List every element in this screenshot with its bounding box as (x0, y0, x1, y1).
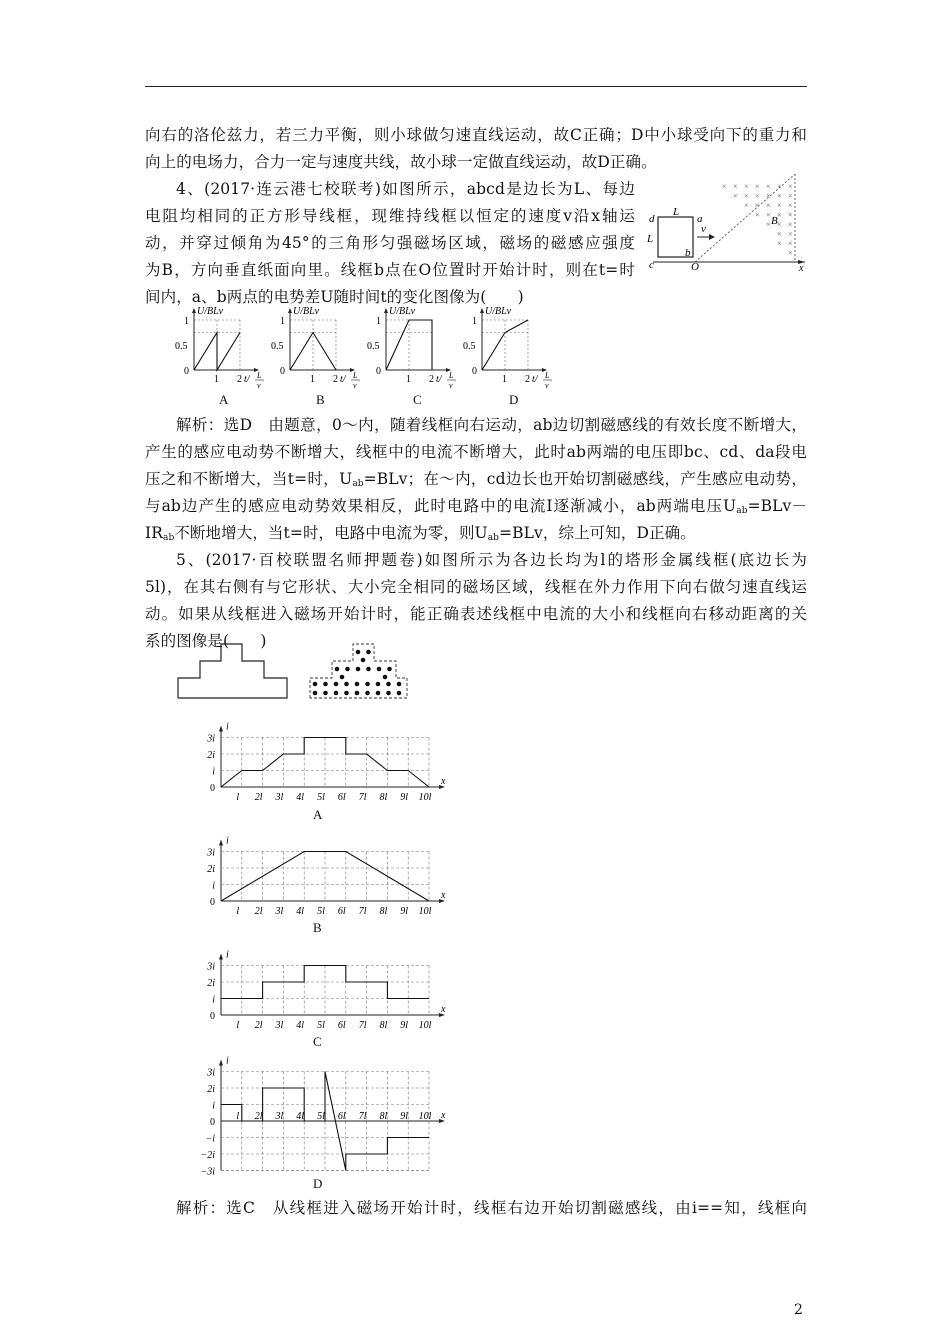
q5-graph-A (190, 712, 450, 807)
q4-option-graphs (170, 304, 570, 396)
y-tick-label: 0 (210, 1011, 215, 1022)
question-4-line: 电阻均相同的正方形导线框，现维持线框以恒定的速度v沿x轴运 (145, 207, 635, 225)
field-dot (383, 675, 388, 680)
y-tick-label: 1 (184, 316, 189, 327)
field-cross-mark: × (777, 220, 782, 229)
text-run: =BLv，综上可知，D正确。 (499, 524, 696, 542)
y-axis-arrow (480, 308, 484, 313)
y-tick-label: 0 (210, 897, 215, 908)
q5-tower-figure (175, 640, 415, 702)
x-tick-label: 1 (502, 374, 507, 385)
solution-5-line: 解析：选C 从线框进入磁场开始计时，线框右边开始切割磁感线，由i==知，线框向 (176, 1199, 807, 1217)
x-tick-label: 9l (400, 906, 409, 917)
x-axis-fraction-num: L (449, 371, 454, 380)
y-tick-label: 0 (184, 366, 189, 377)
y-axis-arrow (288, 308, 292, 313)
q4-caption-A: A (219, 392, 229, 407)
y-tick-label: 0 (472, 366, 477, 377)
x-tick-label: 3l (275, 1111, 284, 1122)
field-cross-mark: × (777, 210, 782, 220)
field-dot (344, 682, 349, 687)
field-dot (313, 691, 318, 696)
question-5-line: 系的图像是( ) (145, 632, 267, 650)
x-axis-fraction-den: v (545, 381, 549, 390)
y-tick-label: i (212, 1100, 215, 1112)
y-tick-label: 0.5 (271, 341, 284, 352)
y-tick-label: 2i (207, 864, 215, 875)
field-dot (365, 682, 370, 687)
subscript: ab (736, 506, 748, 516)
y-axis-arrow (219, 726, 223, 732)
question-5-line: 5、(2017·百校联盟名师押题卷)如图所示为各边长均为l的塔形金属线框(底边长为 (176, 551, 807, 569)
x-tick-label: 4l (296, 792, 305, 803)
y-axis-label: i (226, 835, 229, 847)
y-tick-label: 0 (376, 366, 381, 377)
field-cross-mark: × (777, 191, 782, 201)
field-cross-mark: × (766, 220, 771, 229)
y-tick-label: 2i (207, 750, 215, 761)
x-axis-unit: t/ (244, 374, 250, 385)
q5-caption-D: D (313, 1176, 323, 1191)
field-dot (397, 691, 402, 696)
x-tick-label: l (236, 792, 240, 803)
x-tick-label: 2 (525, 374, 530, 385)
field-cross-mark: × (766, 182, 771, 191)
y-tick-label: 0 (210, 1117, 215, 1128)
label-a: a (697, 213, 703, 225)
field-cross-mark: × (733, 191, 738, 201)
label-d: d (649, 213, 655, 225)
text-run: IR (145, 524, 163, 542)
x-tick-label: 9l (400, 792, 409, 803)
q5-graph-C (190, 940, 450, 1035)
field-cross-mark: × (777, 182, 782, 191)
label-L-side: L (647, 233, 654, 245)
paragraph-line: 向上的电场力，合力一定与速度共线，故小球一定做直线运动，故D正确。 (145, 153, 657, 171)
y-axis-arrow (384, 308, 388, 313)
y-tick-label: 0 (210, 783, 215, 794)
field-dot (387, 667, 392, 672)
q4-frame-figure (645, 172, 810, 272)
x-tick-label: 3l (275, 906, 284, 917)
q4-caption-C: C (413, 392, 422, 407)
paragraph-line: 向右的洛伦兹力，若三力平衡，则小球做匀速直线运动，故C正确；D中小球受向下的重力和 (145, 126, 807, 144)
q4-caption-B: B (316, 392, 325, 407)
solution-4-line: 产生的感应电动势不断增大，线框中的电流不断增大，此时ab两端的电压即bc、cd、da段电 (145, 443, 807, 461)
x-tick-label: 6l (337, 792, 346, 803)
field-dot (345, 667, 350, 672)
y-tick-label: 2i (207, 978, 215, 989)
question-4-line: 间内，a、b两点的电势差U随时间t的变化图像为( ) (145, 288, 524, 306)
question-4-line: 为B，方向垂直纸面向里。线框b点在O位置时开始计时，则在t=时 (145, 261, 635, 279)
x-axis-label: x (441, 776, 446, 787)
x-tick-label: 8l (379, 906, 388, 917)
label-L-top: L (673, 206, 680, 218)
label-O: O (691, 261, 699, 272)
x-tick-label: 7l (358, 906, 367, 917)
field-cross-mark: × (788, 182, 793, 191)
y-tick-label: 0.5 (463, 341, 476, 352)
y-axis-label: i (226, 1055, 229, 1067)
q4-graph-A (175, 306, 264, 390)
x-tick-label: 10l (418, 1111, 432, 1122)
field-cross-mark: × (766, 191, 771, 201)
text-run: 压之和不断增大，当t=时，U (145, 470, 353, 488)
x-axis-label: x (441, 1110, 446, 1121)
x-axis-fraction-num: L (545, 371, 550, 380)
y-tick-label: i (212, 994, 215, 1006)
x-tick-label: 2l (254, 1111, 263, 1122)
x-tick-label: 10l (418, 1020, 432, 1031)
field-cross-mark: × (788, 229, 793, 239)
x-tick-label: 4l (296, 906, 305, 917)
field-dot (313, 682, 318, 687)
question-4-line: 动，并穿过倾角为45°的三角形匀强磁场区域，磁场的磁感应强度 (145, 234, 635, 252)
q5-caption-A: A (313, 807, 323, 822)
x-tick-label: 2 (237, 374, 242, 385)
x-tick-label: 2 (333, 374, 338, 385)
x-tick-label: 9l (400, 1020, 409, 1031)
x-tick-label: 6l (337, 1111, 346, 1122)
x-tick-label: 10l (418, 792, 432, 803)
field-dot (376, 682, 381, 687)
x-axis-fraction-num: L (353, 371, 358, 380)
label-v: v (701, 223, 706, 235)
field-dot (323, 691, 328, 696)
y-tick-label: 3i (207, 847, 215, 859)
y-axis-label: U/BLv (389, 306, 416, 317)
tower-frame (178, 644, 287, 698)
field-cross-mark: × (788, 191, 793, 201)
label-b: b (685, 247, 691, 259)
field-dot (397, 682, 402, 687)
field-dot (377, 667, 382, 672)
x-tick-label: 2l (254, 906, 263, 917)
q5-caption-B: B (313, 920, 322, 935)
subscript: ab (352, 479, 364, 489)
field-dot (386, 682, 391, 687)
y-tick-label: 3i (207, 733, 215, 745)
field-cross-mark: × (788, 201, 793, 210)
x-tick-label: 8l (379, 792, 388, 803)
x-tick-label: 4l (296, 1111, 305, 1122)
field-dot (355, 691, 360, 696)
q4-graph-C (367, 306, 456, 390)
y-tick-label: 3i (207, 1067, 215, 1079)
x-axis-unit: t/ (436, 374, 442, 385)
x-tick-label: 3l (275, 792, 284, 803)
field-dot (376, 691, 381, 696)
y-tick-label: 0.5 (367, 341, 380, 352)
field-cross-mark: × (744, 191, 749, 201)
x-tick-label: l (236, 1111, 240, 1122)
y-axis-arrow (192, 308, 196, 313)
field-cross-mark: × (733, 182, 738, 191)
x-tick-label: 7l (358, 1020, 367, 1031)
question-5-line: 5l)，在其右侧有与它形状、大小完全相同的磁场区域，线框在外力作用下向右做匀速直线运 (145, 578, 807, 596)
field-cross-mark: × (788, 220, 793, 229)
field-cross-mark: × (755, 201, 760, 210)
field-cross-mark: × (788, 210, 793, 220)
x-axis-fraction-den: v (257, 381, 261, 390)
field-dot (386, 691, 391, 696)
y-axis-label: U/BLv (293, 306, 320, 317)
q4-graph-D (463, 306, 552, 390)
x-axis-fraction-den: v (353, 381, 357, 390)
x-axis-fraction-num: L (257, 371, 262, 380)
x-tick-label: 5l (317, 1111, 325, 1122)
x-tick-label: 2l (254, 1020, 263, 1031)
y-tick-label: −2i (200, 1150, 215, 1161)
field-cross-mark: × (755, 191, 760, 201)
field-dot (335, 667, 340, 672)
text-run: =BLv－ (747, 497, 807, 515)
x-tick-label: 5l (317, 792, 325, 803)
y-axis-label: U/BLv (197, 306, 224, 317)
y-axis-arrow (219, 954, 223, 960)
field-dot (365, 691, 370, 696)
x-tick-label: 5l (317, 906, 325, 917)
subscript: ab (163, 533, 175, 543)
field-cross-mark: × (777, 239, 782, 248)
field-cross-mark: × (722, 182, 727, 191)
q4-graph-B (271, 306, 360, 390)
field-dot (340, 675, 345, 680)
x-tick-label: 1 (310, 374, 315, 385)
q5-graph-B (190, 826, 450, 921)
x-tick-label: 7l (358, 792, 367, 803)
x-tick-label: 6l (337, 1020, 346, 1031)
field-dot (334, 691, 339, 696)
field-cross-mark: × (766, 210, 771, 220)
label-c: c (649, 259, 654, 271)
q5-graph-D (190, 1046, 450, 1176)
series-line (194, 333, 240, 371)
y-axis-arrow (219, 1060, 223, 1066)
q4-caption-D: D (509, 392, 519, 407)
x-axis-unit: t/ (340, 374, 346, 385)
text-run: 与ab边产生的感应电动势效果相反，此时电路中的电流I逐渐减小，ab两端电压U (145, 497, 737, 515)
y-tick-label: −3i (200, 1166, 215, 1176)
field-dot (355, 682, 360, 687)
y-tick-label: 1 (376, 316, 381, 327)
y-axis-label: i (226, 949, 229, 961)
x-tick-label: 7l (358, 1111, 367, 1122)
magnetic-field-crosses (722, 182, 793, 258)
header-rule (145, 86, 807, 87)
x-axis-unit: t/ (532, 374, 538, 385)
x-tick-label: 2l (254, 792, 263, 803)
field-dot (334, 682, 339, 687)
x-axis-label: x (441, 1004, 446, 1015)
field-cross-mark: × (788, 248, 793, 258)
magnetic-field-dots (313, 650, 402, 696)
x-axis-fraction-den: v (449, 381, 453, 390)
label-B: B (771, 215, 778, 227)
x-tick-label: 1 (406, 374, 411, 385)
y-tick-label: 0.5 (175, 341, 188, 352)
x-tick-label: 9l (400, 1111, 409, 1122)
x-tick-label: 8l (379, 1111, 388, 1122)
x-axis-label: x (441, 890, 446, 901)
subscript: ab (487, 533, 500, 543)
field-cross-mark: × (755, 210, 760, 220)
field-cross-mark: × (744, 201, 749, 210)
field-cross-mark: × (777, 201, 782, 210)
field-dot (344, 691, 349, 696)
y-tick-label: 0 (280, 366, 285, 377)
text-run: =BLv；在～内，cd边长也开始切割磁感线，产生感应电动势， (363, 470, 807, 488)
field-cross-mark: × (744, 182, 749, 191)
field-dot (366, 667, 371, 672)
y-axis-label: i (226, 721, 229, 733)
y-axis-arrow (219, 840, 223, 846)
label-x: x (799, 263, 804, 272)
solution-4-line: 解析：选D 由题意，0～内，随着线框向右运动，ab边切割磁感线的有效长度不断增大， (176, 416, 807, 434)
x-tick-label: 1 (214, 374, 219, 385)
field-dot (361, 658, 366, 663)
x-tick-label: 8l (379, 1020, 388, 1031)
y-tick-label: i (212, 766, 215, 778)
question-5-line: 动。如果从线框进入磁场开始计时，能正确表述线框中电流的大小和线框向右移动距离的关 (145, 605, 807, 623)
field-dot (356, 667, 361, 672)
y-tick-label: 2i (207, 1084, 215, 1095)
y-axis-label: U/BLv (485, 306, 512, 317)
y-tick-label: 1 (472, 316, 477, 327)
x-tick-label: 5l (317, 1020, 325, 1031)
field-dot (366, 650, 371, 655)
x-tick-label: 10l (418, 906, 432, 917)
y-tick-label: 1 (280, 316, 285, 327)
y-tick-label: 3i (207, 961, 215, 973)
y-tick-label: −i (205, 1133, 215, 1145)
field-dot (323, 682, 328, 687)
x-tick-label: 3l (275, 1020, 284, 1031)
x-tick-label: l (236, 906, 240, 917)
text-run: 不断地增大，当t=时，电路中电流为零，则U (174, 524, 488, 542)
x-tick-label: 4l (296, 1020, 305, 1031)
field-cross-mark: × (777, 229, 782, 239)
field-cross-mark: × (788, 239, 793, 248)
field-dot (356, 650, 361, 655)
q5-caption-C: C (313, 1034, 322, 1049)
x-tick-label: 2 (429, 374, 434, 385)
page-number: 2 (794, 1302, 803, 1318)
field-cross-mark: × (755, 182, 760, 191)
y-tick-label: i (212, 880, 215, 892)
x-tick-label: 6l (337, 906, 346, 917)
field-cross-mark: × (766, 201, 771, 210)
x-tick-label: l (236, 1020, 240, 1031)
question-4-line: 4、(2017·连云港七校联考)如图所示，abcd是边长为L、每边 (176, 180, 635, 198)
